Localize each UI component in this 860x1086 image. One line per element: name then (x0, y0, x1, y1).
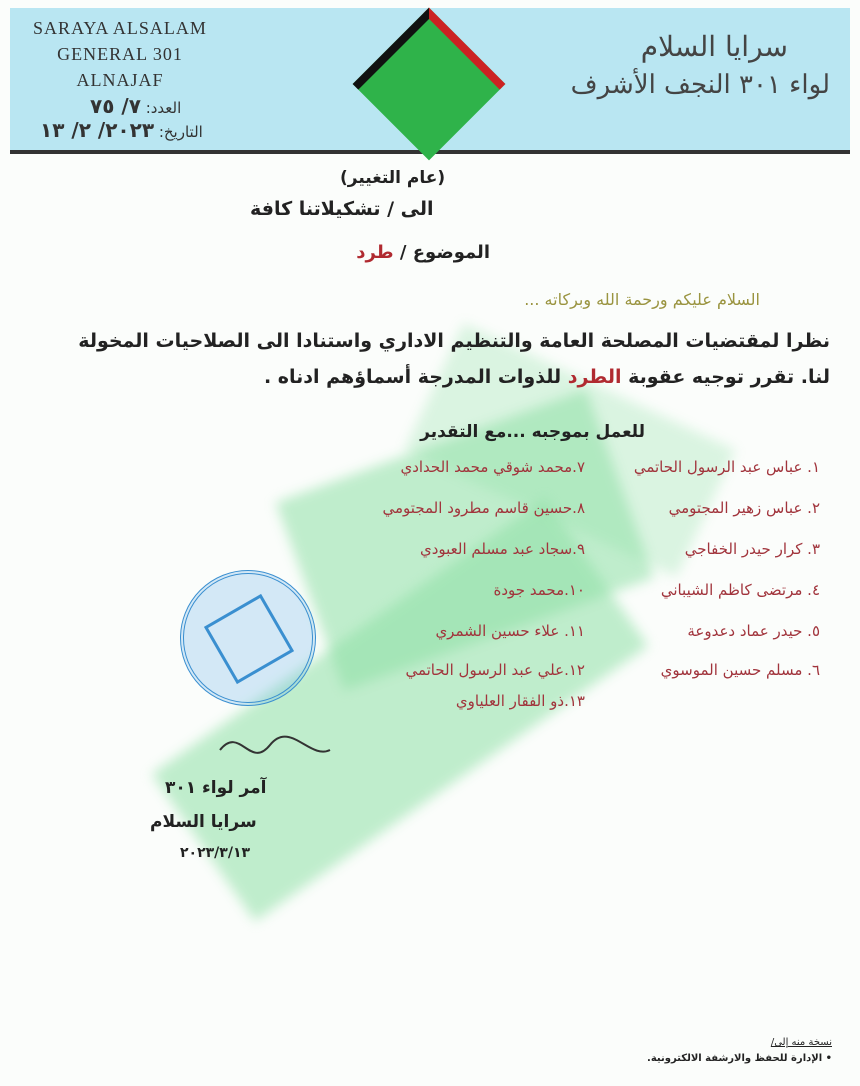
subject (356, 242, 490, 263)
para-text: لنا. تقرر توجيه عقوبة (628, 366, 830, 388)
name-item: ١٣.ذو الفقار العلياوي (455, 692, 585, 710)
name-item: ٣. كرار حيدر الخفاجي (684, 540, 820, 558)
ar-title: سرايا السلام (640, 30, 788, 63)
number-value: ٧/ ٧٥ (90, 94, 141, 118)
name-item: ١. عباس عبد الرسول الحاتمي (633, 458, 820, 476)
signer-org: سرايا السلام (150, 812, 257, 832)
ar-subtitle: لواء ٣٠١ النجف الأشرف (570, 70, 830, 100)
date-value: ٢٠٢٣/ ٢/ ١٣ (40, 118, 155, 142)
name-item: ٦. مسلم حسين الموسوي (660, 661, 820, 679)
en-name: SARAYA ALSALAM (33, 18, 207, 38)
subject-label: الموضوع / (399, 242, 490, 263)
name-item: ٥. حيدر عماد دعدوعة (687, 622, 820, 640)
en-general: GENERAL 301 (57, 44, 183, 64)
name-item: ٧.محمد شوقي محمد الحدادي (400, 458, 585, 476)
en-city: ALNAJAF (76, 70, 164, 90)
date-field (40, 118, 203, 142)
name-item: ١١. علاء حسين الشمري (435, 622, 585, 640)
name-item: ٢. عباس زهير المجتومي (668, 499, 820, 517)
number-label: العدد: (145, 99, 182, 117)
greeting: السلام عليكم ورحمة الله وبركاته ... (524, 290, 760, 309)
signer-title: آمر لواء ٣٠١ (165, 778, 267, 798)
copy-item-text: الإدارة للحفظ والارشفة الالكترونية. (647, 1053, 823, 1064)
recipient: الى / تشكيلاتنا كافة (250, 198, 434, 220)
name-item: ١٢.علي عبد الرسول الحاتمي (405, 661, 585, 679)
name-item: ٩.سجاد عبد مسلم العبودي (419, 540, 585, 558)
number-field (90, 94, 181, 118)
copy-item: • الإدارة للحفظ والارشفة الالكترونية. (647, 1053, 832, 1064)
para-highlight: الطرد (567, 366, 622, 388)
name-item: ٤. مرتضى كاظم الشيباني (660, 581, 820, 599)
para-text: للذوات المدرجة أسماؤهم ادناه . (263, 366, 562, 388)
classification: (عام التغيير) (340, 168, 446, 188)
closing: للعمل بموجبه ...مع التقدير (420, 422, 645, 442)
paragraph-line-1: نظرا لمقتضيات المصلحة العامة والتنظيم الاداري واستنادا الى الصلاحيات المخولة (78, 330, 830, 352)
date-label: التاريخ: (158, 123, 203, 141)
copy-label: نسخة منه إلى/ (770, 1037, 832, 1048)
name-item: ٨.حسين قاسم مطرود المجتومي (382, 499, 585, 517)
paragraph-line-2 (264, 366, 830, 388)
official-stamp (180, 570, 316, 706)
subject-value: طرد (356, 242, 394, 263)
signature (200, 720, 340, 780)
signature-date: ٢٠٢٣/٣/١٣ (180, 845, 251, 861)
name-item: ١٠.محمد جودة (493, 581, 585, 599)
